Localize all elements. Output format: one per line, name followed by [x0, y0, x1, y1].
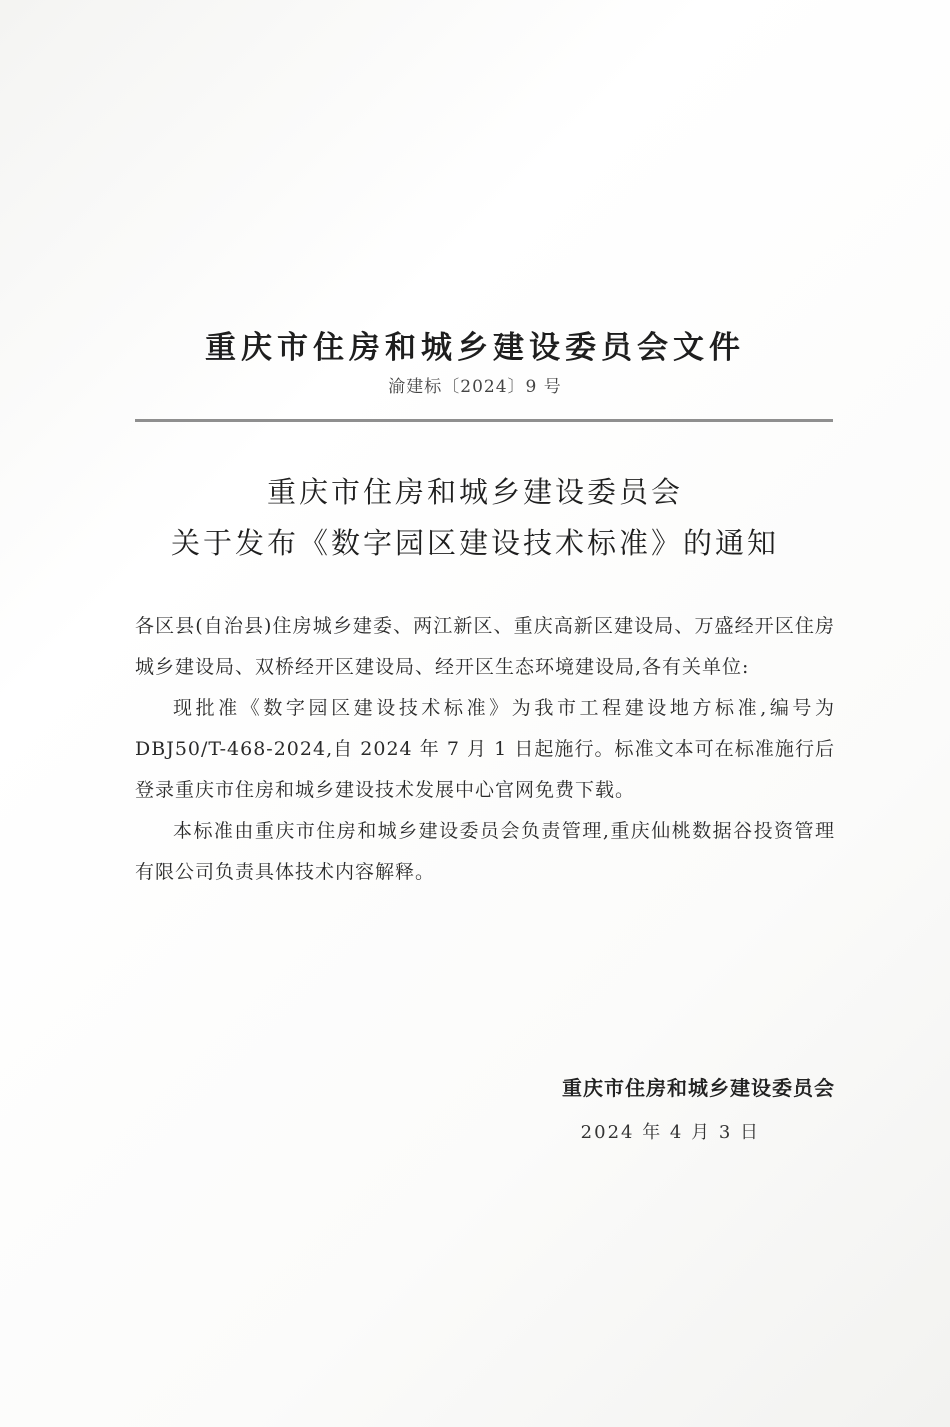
document-number: 渝建标〔2024〕9 号 — [388, 377, 562, 397]
addressee-paragraph: 各区县(自治县)住房城乡建委、两江新区、重庆高新区建设局、万盛经开区住房城乡建设局、双桥经开区建设局、经开区生态环境建设局,各有关单位: — [135, 615, 835, 678]
signing-date: 2024 年 4 月 3 日 — [580, 1122, 760, 1143]
issuer-header: 重庆市住房和城乡建设委员会文件 — [205, 330, 745, 366]
signing-organization: 重庆市住房和城乡建设委员会 — [562, 1076, 835, 1100]
header-divider — [135, 419, 833, 422]
body-paragraph-1: 现批准《数字园区建设技术标准》为我市工程建设地方标准,编号为 DBJ50/T-468-2024,自 2024 年 7 月 1 日起施行。标准文本可在标准施行后登录重庆市住房和城乡建设技术发展中心官网免费下载。 — [135, 697, 835, 801]
notice-title-line-2: 关于发布《数字园区建设技术标准》的通知 — [170, 526, 779, 560]
notice-body — [135, 606, 835, 893]
notice-title-line-1: 重庆市住房和城乡建设委员会 — [266, 475, 683, 509]
body-paragraph-2: 本标准由重庆市住房和城乡建设委员会负责管理,重庆仙桃数据谷投资管理有限公司负责具体技术内容解释。 — [135, 820, 835, 883]
